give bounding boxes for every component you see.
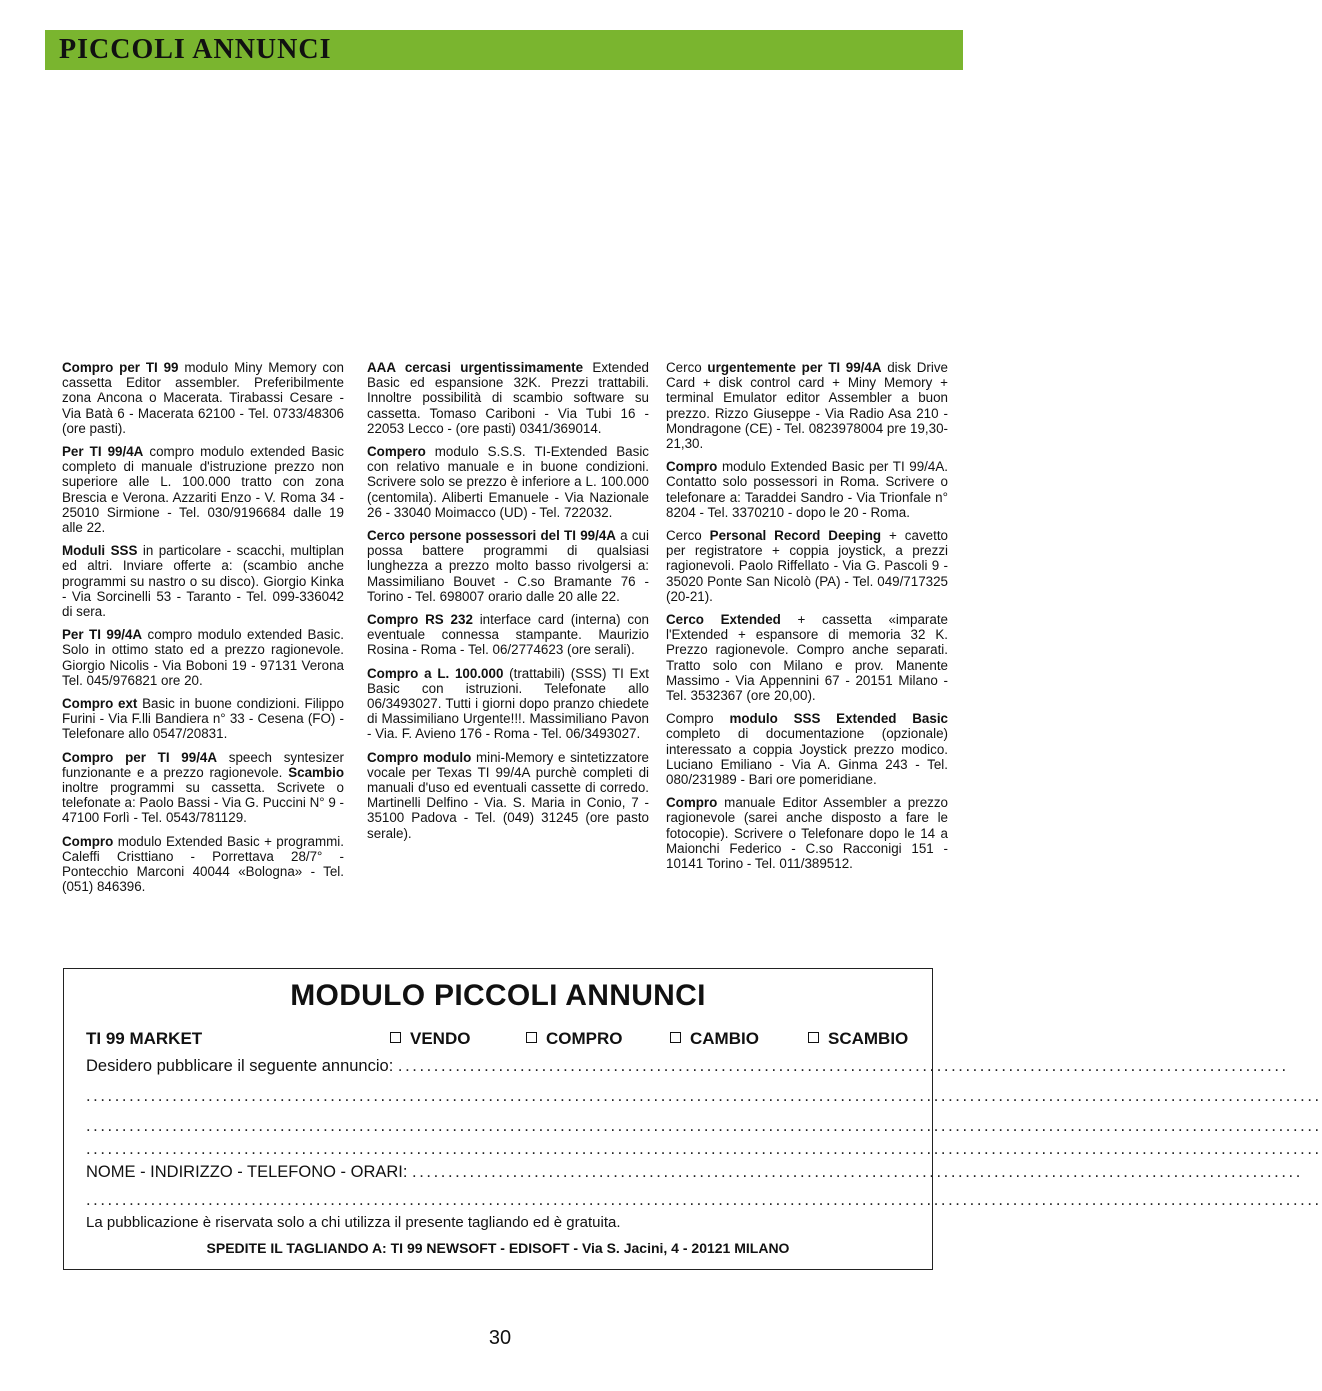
ad-body-text: Compro — [666, 711, 730, 727]
dotted-line: ............................................................................................................................................................................ — [86, 1117, 1322, 1135]
ad-lead-text: Compro per TI 99 — [62, 360, 179, 375]
checkbox-icon[interactable] — [808, 1032, 819, 1043]
form-line-6[interactable] — [86, 1191, 1322, 1213]
classified-ad — [666, 795, 948, 871]
checkbox-icon[interactable] — [670, 1032, 681, 1043]
form-line-1[interactable] — [86, 1057, 1289, 1079]
classified-ad — [666, 459, 948, 520]
ad-lead-text: Compro RS 232 — [367, 612, 473, 628]
form-address: SPEDITE IL TAGLIANDO A: TI 99 NEWSOFT - EDISOFT - Via S. Jacini, 4 - 20121 MILANO — [206, 1240, 790, 1256]
ad-lead-text: Compro ext — [62, 696, 138, 712]
ad-lead-text: Per TI 99/4A — [62, 444, 144, 460]
option-cambio[interactable]: CAMBIO — [670, 1029, 759, 1049]
ad-lead-text: Compero — [367, 444, 426, 460]
ad-lead-text: Scambio — [288, 764, 344, 780]
ad-body-text: modulo Extended Basic per TI 99/4A. Contatto solo possessori in Roma. Scrivere o telefonare a: Taraddei Sandro - Via Trionfale n° 8204 - Tel. 3370210 - dopo le 20 - Roma. — [666, 459, 948, 520]
ad-body-text: in particolare - scacchi, multiplan ed altri. Inviare offerte a: (scambio anche programmi su nastro o su disco). Giorgio Kinka - Via Sorcinelli 53 - Taranto - Tel. 099-336042 di sera. — [62, 543, 344, 620]
classified-ad — [62, 543, 344, 619]
ad-body-text: modulo Miny Memory con cassetta Editor assembler. Preferibilmente zona Ancona o Macerata. Tirabassi Cesare - Via Batà 6 - Macerata 62100 - Tel. 0733/48306 (ore pasti). — [62, 360, 344, 436]
ad-lead-text: Compro — [62, 833, 114, 849]
ad-lead-text: Cerco persone possessori del TI 99/4A — [367, 528, 616, 544]
ad-body-text: Cerco — [666, 360, 708, 375]
form-line-5[interactable] — [86, 1163, 1303, 1185]
ad-body-text: modulo Extended Basic + programmi. Caleffi Cristtiano - Porrettava 28/7° - Pontecchio Marconi 40044 «Bologna» - Tel. (051) 846396. — [62, 833, 344, 895]
checkbox-icon[interactable] — [526, 1032, 537, 1043]
classified-ad — [62, 696, 344, 742]
ad-body-text: Basic in buone condizioni. Filippo Furini - Via F.lli Bandiera n° 33 - Cesena (FO) - Telefonare allo 0547/20831. — [62, 696, 344, 742]
ad-body-text: speech syntesizer funzionante e a prezzo ragionevole. — [62, 749, 344, 780]
classified-ad — [367, 750, 649, 841]
classified-ad — [62, 750, 344, 826]
dotted-line: ............................................................................................................................................................................ — [86, 1140, 1322, 1158]
form-line-4[interactable] — [86, 1140, 1322, 1162]
dotted-line: ............................................................................................................................................................................ — [86, 1191, 1322, 1209]
classified-ad — [666, 711, 948, 787]
order-form — [63, 968, 1322, 1270]
ad-body-text: + cassetta «imparate l'Extended + espansore di memoria 32 K. Prezzo ragionevole. Compro anche separati. Tratto solo con Milano e prov. Manente Massimo - Via Appennini 67 - 20151 Milano - Tel. 3532367 (ore 20,00). — [666, 612, 948, 704]
ad-lead-text: Per TI 99/4A — [62, 627, 143, 643]
form-line-2[interactable] — [86, 1087, 1322, 1109]
classified-ad — [666, 612, 948, 703]
market-label: TI 99 MARKET — [86, 1029, 203, 1048]
dotted-line: ............................................................................................................................ — [397, 1057, 1289, 1075]
form-line-3[interactable] — [86, 1117, 1322, 1139]
ad-body-text: compro modulo extended Basic. Solo in ottimo stato ed a prezzo ragionevole. Giorgio Nicolis - Via Boboni 19 - 97131 Verona Tel. 045/976821 ore 20. — [62, 627, 344, 688]
ad-lead-text: Moduli SSS — [62, 543, 138, 559]
option-vendo[interactable]: VENDO — [390, 1029, 470, 1049]
ad-body-text: + cavetto per registratore + coppia joystick, a prezzi ragionevoli. Paolo Riffellato - Via G. Pascoli 9 - 35020 Ponte San Nicolò (PA) - Tel. 049/717325 (20-21). — [666, 528, 948, 604]
ad-body-text: Extended Basic ed espansione 32K. Prezzi trattabili. Innoltre possibilità di scambio software su cassetta. Tomaso Cariboni - Via Tubi 16 - 22053 Lecco - (ore pasti) 0341/369014. — [367, 360, 649, 436]
classified-ad — [367, 612, 649, 658]
classified-ad — [666, 528, 948, 604]
form-title: MODULO PICCOLI ANNUNCI — [290, 979, 706, 1012]
ad-lead-text: Compro — [666, 459, 718, 475]
classified-ad — [62, 834, 344, 895]
classified-ad — [367, 360, 649, 436]
classified-ad — [666, 360, 948, 451]
form-options-row — [86, 1029, 918, 1051]
ad-body-text: manuale Editor Assembler a prezzo ragionevole (sarei anche disposto a fare le fotocopie). Scrivere o Telefonare dopo le 14 a Maionchi Federico - C.so Racconigi 151 - 10141 Torino - Tel. 011/389512. — [666, 795, 948, 872]
dotted-line: ............................................................................................................................ — [412, 1163, 1303, 1181]
ad-lead-text: modulo SSS Extended Basic — [729, 711, 948, 727]
ad-lead-text: Personal Record Deeping — [709, 528, 882, 544]
ad-body-text: interface card (interna) con eventuale connessa stampante. Maurizio Rosina - Roma - Tel. 06/2774623 (ore serali). — [367, 612, 649, 658]
ad-lead-text: Compro modulo — [367, 749, 472, 765]
ad-body-text: modulo S.S.S. TI-Extended Basic con relativo manuale e in buone condizioni. Scrivere solo se prezzo è inferiore a L. 100.000 (centomila). Aliberti Emanuele - Via Nazionale 26 - 33040 Moimacco (UD) - Tel. 722032. — [367, 444, 649, 520]
form-note: La pubblicazione è riservata solo a chi utilizza il presente tagliando ed è gratuita. — [86, 1214, 621, 1231]
classified-ad — [367, 528, 649, 604]
page-number: 30 — [488, 1327, 512, 1349]
ads-column-3 — [666, 360, 948, 879]
page-title: PICCOLI ANNUNCI — [59, 34, 332, 65]
classified-ad — [62, 444, 344, 535]
ad-body-text: compro modulo extended Basic completo di manuale d'istruzione prezzo non superiore alle L. 100.000 tratto con zona Brescia e Verona. Azzariti Enzo - V. Roma 34 - 25010 Sirmione - Tel. 030/9196684 dalle 19 alle 22. — [62, 444, 344, 536]
ads-column-1 — [62, 360, 344, 903]
ad-lead-text: Compro a L. 100.000 — [367, 665, 504, 681]
ad-body-text: completo di documentazione (opzionale) interessato a coppia Joystick prezzo modico. Luciano Emiliano - Via A. Ginma 243 - Tel. 080/231989 - Bari ore pomeridiane. — [666, 726, 948, 788]
classified-ad — [367, 666, 649, 742]
ad-body-text: a cui possa battere programmi di qualsiasi lunghezza a prezzo molto basso rivolgersi a: Massimiliano Bouvet - C.so Bramante 76 - Torino - Tel. 698007 orario dalle 20 alle 22. — [367, 528, 649, 604]
ad-body-text: mini-Memory e sintetizzatore vocale per Texas TI 99/4A purchè completi di manuali d'uso ed eventuali cassette di corredo. Martinelli Delfino - Via. S. Maria in Conio, 7 - 35100 Padova - Tel. (049) 31245 (ore pasto serale). — [367, 749, 649, 841]
ad-body-text: Cerco — [666, 528, 710, 544]
classified-ad — [367, 444, 649, 520]
option-scambio[interactable]: SCAMBIO — [808, 1029, 908, 1049]
ad-body-text: disk Drive Card + disk control card + Miny Memory + terminal Emulator editor Assembler a buon prezzo. Rizzo Giuseppe - Via Radio Asa 210 - Mondragone (CE) - Tel. 0823978004 pre 19,30-21,30. — [666, 360, 948, 452]
announcement-label: Desidero pubblicare il seguente annuncio: — [86, 1057, 394, 1075]
contact-label: NOME - INDIRIZZO - TELEFONO - ORARI: — [86, 1163, 408, 1181]
option-compro[interactable]: COMPRO — [526, 1029, 623, 1049]
ad-lead-text: Compro — [666, 795, 718, 811]
ad-body-text: (trattabili) (SSS) TI Ext Basic con istruzioni. Telefonate allo 06/3493027. Tutti i giorni dopo pranzo chiedete di Massimiliano Urgente!!!. Massimiliano Pavon - Via. F. Avieno 176 - Roma - Tel. 06/3493027. — [367, 665, 649, 742]
ad-body-text: inoltre programmi su cassetta. Scrivete o telefonate a: Paolo Bassi - Via G. Puccini N° 9 - 47100 Forlì - Tel. 0543/781129. — [62, 780, 344, 826]
ads-column-2 — [367, 360, 649, 849]
classified-ad — [62, 627, 344, 688]
dotted-line: ............................................................................................................................................................................ — [86, 1087, 1322, 1105]
classified-ad — [62, 360, 344, 436]
header-band — [45, 30, 963, 70]
ad-lead-text: Cerco Extended — [666, 612, 781, 628]
ad-lead-text: urgentemente per TI 99/4A — [707, 360, 882, 375]
ad-lead-text: AAA cercasi urgentissimamente — [367, 360, 584, 375]
ad-lead-text: Compro per TI 99/4A — [62, 749, 218, 765]
checkbox-icon[interactable] — [390, 1032, 401, 1043]
